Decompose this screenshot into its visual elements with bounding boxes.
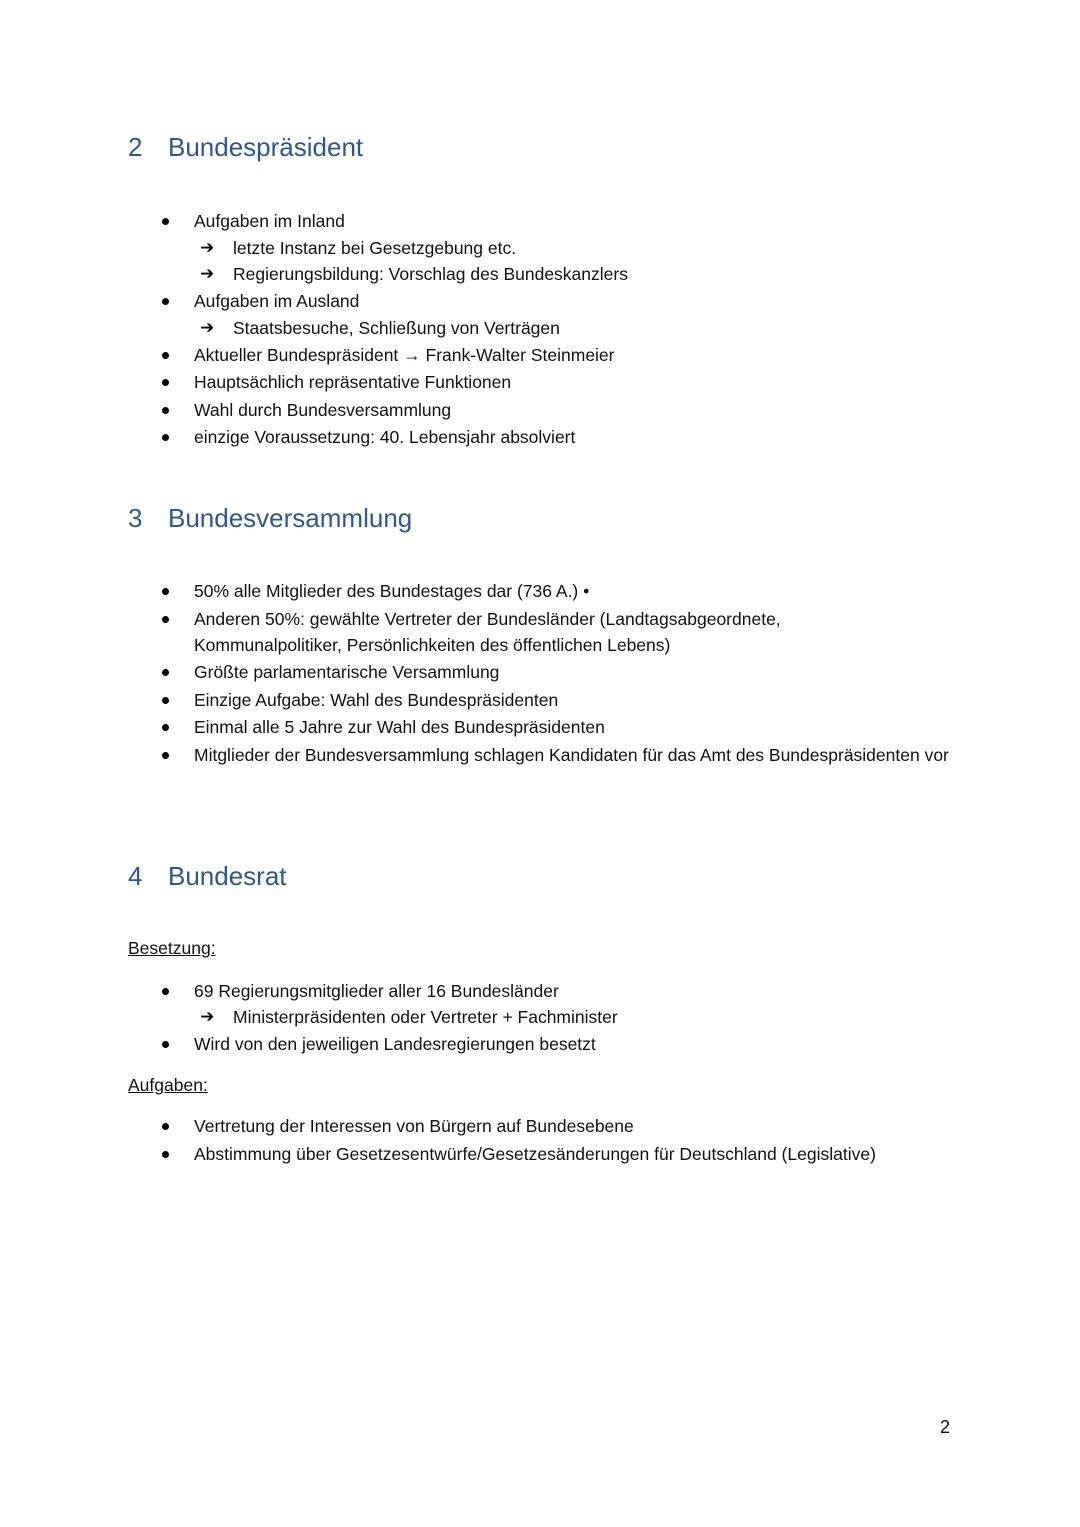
section-number: 4: [128, 861, 143, 891]
bullet-item: Hauptsächlich repräsentative Funktionen: [194, 369, 511, 395]
bullet-item: 69 Regierungsmitglieder aller 16 Bundesländer: [194, 978, 559, 1004]
bullet-item: Mitglieder der Bundesversammlung schlagen Kandidaten für das Amt des Bundespräsidenten vor: [194, 742, 964, 768]
bullet-item: Wahl durch Bundesversammlung: [194, 397, 451, 423]
bullet-item: 50% alle Mitglieder des Bundestages dar (736 A.) •: [194, 578, 589, 604]
section-title: Bundesversammlung: [168, 503, 413, 533]
bullet-item: Abstimmung über Gesetzesentwürfe/Gesetzesänderungen für Deutschland (Legislative): [194, 1141, 876, 1167]
arrow-sub-item: ➔ Staatsbesuche, Schließung von Verträgen: [233, 315, 560, 341]
label-aufgaben: Aufgaben:: [128, 1075, 208, 1095]
page-number: 2: [940, 1417, 951, 1437]
section-title: Bundesrat: [168, 861, 287, 891]
bullet-item: Wird von den jeweiligen Landesregierungen besetzt: [194, 1031, 596, 1057]
bullet-item: Einmal alle 5 Jahre zur Wahl des Bundespräsidenten: [194, 714, 605, 740]
section-number: 3: [128, 503, 143, 533]
section-heading-bundesrat: [128, 863, 287, 889]
section-number: 2: [128, 132, 143, 162]
bullet-item: Anderen 50%: gewählte Vertreter der Bundesländer (Landtagsabgeordnete, Kommunalpolitiker, Persönlichkeiten des öffentlichen Lebens): [194, 606, 834, 658]
bullet-item: Größte parlamentarische Versammlung: [194, 659, 499, 685]
section-heading-bundesversammlung: [128, 505, 412, 531]
section-title: Bundespräsident: [168, 132, 364, 162]
arrow-sub-item: ➔ Regierungsbildung: Vorschlag des Bundeskanzlers: [233, 261, 628, 287]
section-heading-bundespraesident: [128, 134, 363, 160]
bullet-item: Aufgaben im Inland: [194, 208, 345, 234]
arrow-sub-item: ➔ letzte Instanz bei Gesetzgebung etc.: [233, 235, 516, 261]
bullet-item: einzige Voraussetzung: 40. Lebensjahr absolviert: [194, 424, 575, 450]
arrow-sub-item: ➔ Ministerpräsidenten oder Vertreter + Fachminister: [233, 1004, 618, 1030]
label-besetzung: Besetzung:: [128, 938, 216, 958]
bullet-item: Vertretung der Interessen von Bürgern auf Bundesebene: [194, 1113, 634, 1139]
bullet-item: Einzige Aufgabe: Wahl des Bundespräsidenten: [194, 687, 558, 713]
bullet-item: Aufgaben im Ausland: [194, 288, 359, 314]
bullet-item: Aktueller Bundespräsident → Frank-Walter Steinmeier: [194, 342, 615, 368]
